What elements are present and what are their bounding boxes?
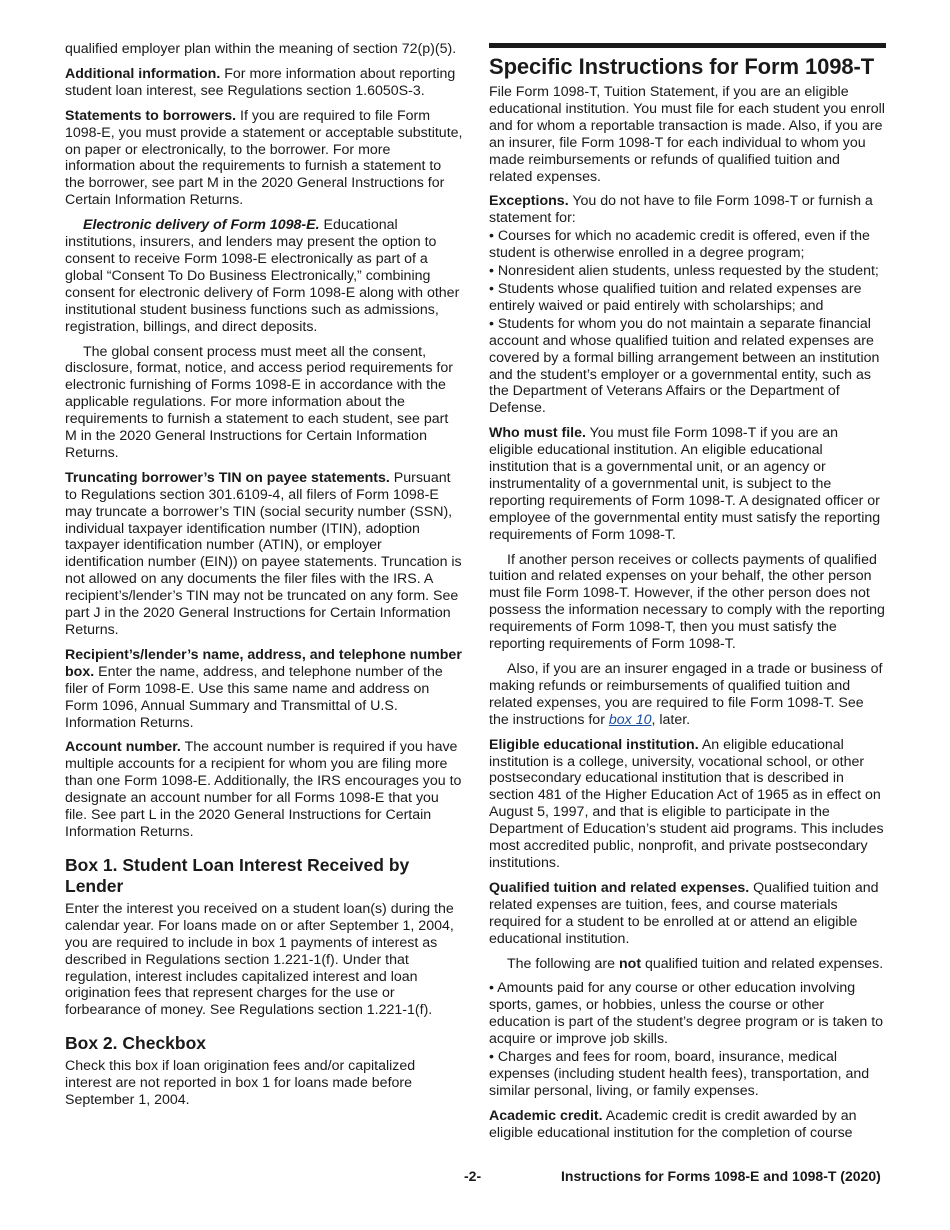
list-item: • Students for whom you do not maintain a separate financial account and whose qualified tuition and related expenses are covered by a formal billing arrangement between an institution and the student’s employer or a governmental entity, such as the Department of Veterans Affairs or the Department of Defense.	[489, 315, 880, 417]
electronic-delivery-paragraph	[65, 217, 464, 335]
truncating-tin-heading: Truncating borrower’s TIN on payee statements.	[65, 469, 390, 486]
list-item: • Charges and fees for room, board, insurance, medical expenses (including student health fees), transportation, and similar personal, living, or family expenses.	[489, 1049, 870, 1099]
box1-heading: Box 1. Student Loan Interest Received by Lender	[65, 854, 410, 896]
account-number-heading: Account number.	[65, 739, 181, 756]
box2-text: Check this box if loan origination fees and/or capitalized interest are not reported in box 1 for loans made before September 1, 2004.	[65, 1058, 416, 1109]
qualified-expenses-heading: Qualified tuition and related expenses.	[489, 879, 750, 896]
global-consent-paragraph: The global consent process must meet all the consent, disclosure, format, notice, and access period requirements for electronic furnishing of Forms 1098-E in accordance with the applicable regulations. For more information about the requirements to furnish a statement to each student, see part M in the 2020 General Instructions for Certain Information Returns.	[65, 343, 453, 461]
electronic-delivery-text: Educational institutions, insurers, and lenders may present the option to consent to receive Form 1098-E electronically as part of a global “Consent To Do Business Electronically,” combining consent for electronic delivery of Form 1098-E along with other institutional student business functions such as admissions, registration, billings, and direct deposits.	[65, 217, 460, 335]
list-item: • Courses for which no academic credit is offered, even if the student is otherwise enrolled in a degree program;	[489, 228, 870, 262]
who-must-file-heading: Who must file.	[489, 425, 586, 442]
continued-paragraph: qualified employer plan within the meaning of section 72(p)(5).	[65, 41, 457, 57]
who-must-file-text: You must file Form 1098-T if you are an eligible educational institution. An eligible educational institution that is a governmental unit, or an agency or instrumentality of a governmental unit, is subject to the reporting requirements of Form 1098-T. A designated officer or employee of the governmental entity must satisfy the reporting requirements of Form 1098-T.	[489, 425, 881, 543]
account-number-text: The account number is required if you have multiple accounts for a recipient for whom you are filing more than one Form 1098-E. Additionally, the IRS encourages you to designate an account number for all Forms 1098-E that you file. See part L in the 2020 General Instructions for Certain Information Returns.	[65, 739, 462, 840]
right-column	[489, 41, 886, 1150]
statements-to-borrowers-heading: Statements to borrowers.	[65, 107, 237, 124]
section-title: Specific Instructions for Form 1098-T	[489, 54, 875, 79]
additional-information-text: For more information about reporting student loan interest, see Regulations section 1.6050S-3.	[65, 65, 456, 99]
exceptions-heading: Exceptions.	[489, 193, 569, 210]
statements-to-borrowers-paragraph	[65, 108, 464, 209]
insurer-paragraph: Also, if you are an insurer engaged in a trade or business of making refunds or reimbursements of qualified tuition and related expenses, you are required to file Form 1098-T. See the instructions for box 10, later.	[489, 661, 883, 728]
not-qualified-intro: The following are not qualified tuition and related expenses.	[507, 955, 884, 972]
who-must-file-paragraph	[489, 425, 886, 543]
additional-information-paragraph	[65, 66, 464, 100]
truncating-tin-text: Pursuant to Regulations section 301.6109-4, all filers of Form 1098-E may truncate a borrower’s TIN (social security number (SSN), individual taxpayer identification number (ITIN), adoption taxpayer identification number (ATIN), or employer identification number (EIN)) on payee statements. Truncation is not allowed on any documents the filer files with the IRS. A recipient’s/lender’s TIN may not be truncated on any form. See part J in the 2020 General Instructions for Certain Information Returns.	[65, 469, 462, 638]
box2-heading: Box 2. Checkbox	[65, 1033, 207, 1054]
exceptions-text: You do not have to file Form 1098-T or furnish a statement for:	[489, 193, 873, 227]
statements-to-borrowers-text: If you are required to file Form 1098-E, you must provide a statement or acceptable substitute, on paper or electronically, to the borrower. For more information about the requirements to furnish a statement to the borrower, see part M in the 2020 General Instructions for Certain Information Returns.	[65, 107, 463, 209]
list-item: • Amounts paid for any course or other education involving sports, games, or hobbies, unless the course or other education is part of the student’s degree program or is taken to acquire or improve job skills.	[489, 980, 884, 1048]
list-item: • Students whose qualified tuition and related expenses are entirely waived or paid entirely with scholarships; and	[489, 280, 862, 314]
intro-paragraph: File Form 1098-T, Tuition Statement, if you are an eligible educational institution. You must file for each student you enroll and for whom a reportable transaction is made. Also, if you are an insurer, file Form 1098-T for each individual to whom you made reimbursements or refunds of qualified tuition and related expenses.	[489, 84, 885, 185]
recipient-box-paragraph	[65, 647, 464, 732]
footer-title: Instructions for Forms 1098-E and 1098-T (2020)	[561, 1168, 881, 1184]
qualified-expenses-text: Qualified tuition and related expenses are tuition, fees, and course materials required for a student to be enrolled at or attend an eligible educational institution.	[489, 879, 879, 947]
additional-information-heading: Additional information.	[65, 65, 221, 82]
box10-link[interactable]: box 10	[608, 711, 652, 728]
academic-credit-heading: Academic credit.	[489, 1107, 603, 1124]
list-item: • Nonresident alien students, unless requested by the student;	[489, 263, 879, 280]
eligible-institution-paragraph	[489, 737, 886, 872]
title-rule	[489, 43, 886, 48]
qualified-expenses-paragraph	[489, 880, 886, 948]
page-number: -2-	[464, 1168, 482, 1184]
eligible-institution-text: An eligible educational institution is a college, university, vocational school, or other postsecondary educational institution that is described in section 481 of the Higher Education Act of 1965 as in effect on August 5, 1997, and that is eligible to participate in the Department of Education’s student aid programs. This includes most accredited public, nonprofit, and private postsecondary institutions.	[489, 736, 884, 871]
left-column	[65, 41, 464, 1117]
recipient-box-text: Enter the name, address, and telephone number of the filer of Form 1098-E. Use this same name and address on Form 1096, Annual Summary and Transmittal of U.S. Information Returns.	[65, 663, 443, 731]
recipient-box-heading: Recipient’s/lender’s name, address, and telephone number box.	[65, 646, 462, 680]
electronic-delivery-heading: Electronic delivery of Form 1098-E.	[83, 217, 320, 234]
exceptions-paragraph	[489, 193, 886, 227]
account-number-paragraph	[65, 739, 464, 840]
eligible-institution-heading: Eligible educational institution.	[489, 736, 699, 753]
academic-credit-paragraph	[489, 1108, 886, 1142]
another-person-paragraph: If another person receives or collects payments of qualified tuition and related expenses on your behalf, the other person must file Form 1098-T. However, if the other person does not possess the information necessary to comply with the reporting requirements of Form 1098-T, then you must satisfy the reporting requirements of Form 1098-T.	[489, 551, 885, 653]
truncating-tin-paragraph	[65, 470, 464, 639]
academic-credit-text: Academic credit is credit awarded by an eligible educational institution for the completion of course	[489, 1107, 857, 1141]
box1-text: Enter the interest you received on a student loan(s) during the calendar year. For loans made on or after September 1, 2004, you are required to include in box 1 payments of interest as described in Regulations section 1.221-1(f). Under that regulation, interest includes capitalized interest and loan origination fees that represent charges for the use or forbearance of money. See Regulations section 1.221-1(f).	[65, 900, 454, 1019]
